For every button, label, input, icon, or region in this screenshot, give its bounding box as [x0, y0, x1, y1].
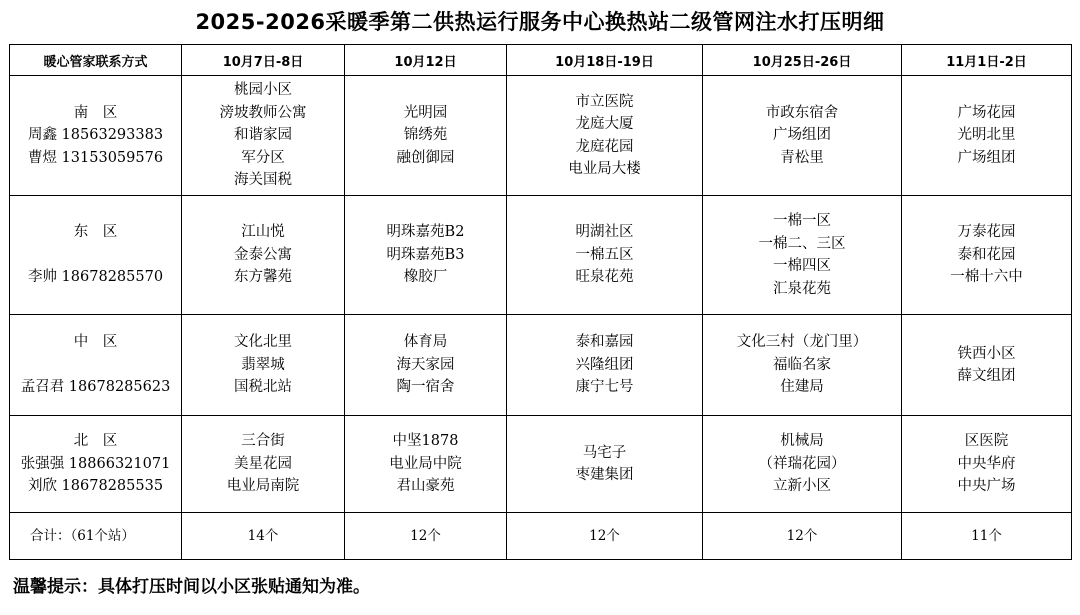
station-name: 一棉四区: [773, 258, 831, 274]
station-name: 区医院: [964, 433, 1009, 450]
page-title: 2025-2026采暖季第二供热运行服务中心换热站二级管网注水打压明细: [195, 10, 885, 34]
station-cell: [703, 76, 902, 196]
total-count: 12个: [507, 513, 703, 560]
station-name: 中央广场: [957, 478, 1016, 495]
station-name: 广场组团: [957, 149, 1016, 166]
table-row: [10, 416, 1072, 513]
total-count: 14个: [182, 513, 345, 560]
station-cell: [182, 196, 345, 315]
station-name: 融创御园: [396, 149, 455, 166]
station-name: 康宁七号: [575, 379, 634, 396]
station-name: 电业局大楼: [568, 161, 641, 177]
contact: 孟召君 18678285623: [20, 379, 171, 396]
station-name: 海关国税: [234, 172, 292, 189]
station-name: 光明园: [403, 104, 448, 121]
station-name: 电业局中院: [389, 455, 462, 472]
station-name: 橡胶厂: [403, 269, 448, 286]
spacer: [10, 244, 181, 267]
station-cell: [902, 76, 1072, 196]
reminder-note: 温馨提示：具体打压时间以小区张贴通知为准。: [13, 577, 370, 597]
station-cell: [902, 315, 1072, 416]
station-name: 住建局: [780, 379, 824, 396]
station-name: 兴隆组团: [575, 356, 634, 373]
station-name: 机械局: [780, 433, 824, 450]
station-cell: [507, 315, 703, 416]
station-cell: [182, 416, 345, 513]
station-cell: [703, 416, 902, 513]
station-name: 龙庭花园: [575, 138, 634, 155]
header-date-1: 10月7日-8日: [182, 45, 345, 76]
station-name: 锦绣苑: [403, 127, 448, 144]
station-name: 文化三村（龙门里）: [736, 334, 868, 351]
header-contact: 暖心管家联系方式: [10, 45, 182, 76]
station-cell: [345, 196, 507, 315]
table-header-row: [10, 45, 1072, 76]
zone-name: 东 区: [73, 224, 118, 241]
station-name: 金泰公寓: [234, 246, 292, 263]
station-name: 美星花园: [234, 455, 292, 472]
table-row: [10, 196, 1072, 315]
station-cell: [507, 76, 703, 196]
station-cell: [182, 315, 345, 416]
station-name: 东方馨苑: [234, 269, 292, 286]
station-cell: [345, 416, 507, 513]
station-name: 泰和花园: [957, 246, 1016, 263]
total-count: 12个: [703, 513, 902, 560]
station-name: 滂坡教师公寓: [219, 104, 307, 121]
station-name: 和谐家园: [234, 127, 292, 144]
header-date-4: 10月25日-26日: [703, 45, 902, 76]
station-name: 广场花园: [957, 104, 1016, 121]
station-cell: [902, 196, 1072, 315]
station-name: 一棉一区: [773, 213, 831, 229]
station-name: 军分区: [241, 149, 285, 166]
station-name: 薛文组团: [957, 368, 1016, 384]
station-name: 青松里: [780, 149, 824, 166]
station-name: 光明北里: [957, 127, 1016, 144]
station-name: 枣建集团: [575, 467, 634, 483]
table-row: [10, 76, 1072, 196]
station-name: 汇泉花苑: [773, 280, 831, 297]
station-name: 三合街: [241, 433, 285, 450]
header-date-2: 10月12日: [345, 45, 507, 76]
contact: 李帅 18678285570: [27, 269, 164, 286]
station-name: 铁西小区: [957, 345, 1016, 362]
zone-cell: [10, 416, 182, 513]
station-name: 市政东宿舍: [765, 104, 839, 121]
station-name: 中央华府: [957, 455, 1016, 472]
total-count: 11个: [902, 513, 1072, 560]
station-name: 电业局南院: [226, 478, 300, 495]
station-cell: [345, 76, 507, 196]
zone-cell: [10, 76, 182, 196]
station-name: 明湖社区: [575, 224, 634, 241]
station-name: 翡翠城: [241, 356, 285, 373]
contact: 张强强 18866321071: [20, 455, 171, 472]
zone-cell: [10, 196, 182, 315]
station-name: 一棉二、三区: [758, 235, 846, 252]
station-name: 文化北里: [234, 334, 292, 351]
zone-name: 中 区: [73, 334, 118, 351]
header-date-5: 11月1日-2日: [902, 45, 1072, 76]
station-name: 万泰花园: [957, 224, 1016, 241]
station-name: 体育局: [403, 334, 448, 351]
station-name: 国税北站: [234, 379, 292, 396]
station-name: 马宅子: [582, 444, 627, 461]
station-name: 中坚1878: [392, 433, 459, 450]
contact: 周鑫 18563293383: [27, 127, 164, 144]
station-name: 旺泉花苑: [575, 269, 634, 286]
station-name: （祥瑞花园）: [758, 455, 846, 472]
station-name: 一棉十六中: [950, 269, 1023, 286]
station-cell: [902, 416, 1072, 513]
station-name: 立新小区: [773, 478, 831, 495]
station-name: 泰和嘉园: [575, 334, 634, 351]
schedule-table: [9, 44, 1072, 560]
header-date-3: 10月18日-19日: [507, 45, 703, 76]
station-cell: [182, 76, 345, 196]
station-name: 海天家园: [396, 356, 455, 373]
spacer: [10, 354, 181, 377]
total-count: 12个: [345, 513, 507, 560]
station-cell: [703, 315, 902, 416]
station-name: 桃园小区: [234, 82, 292, 99]
station-cell: [703, 196, 902, 315]
station-name: 江山悦: [241, 224, 285, 241]
totals-row: [10, 513, 1072, 560]
contact: 曹煜 13153059576: [27, 149, 164, 166]
zone-cell: [10, 315, 182, 416]
station-name: 福临名家: [773, 356, 831, 373]
station-cell: [507, 416, 703, 513]
station-name: 明珠嘉苑B3: [386, 246, 465, 263]
station-cell: [507, 196, 703, 315]
station-name: 一棉五区: [575, 246, 634, 263]
totals-label: 合计：（61个站）: [10, 513, 182, 560]
contact: 刘欣 18678285535: [27, 478, 164, 495]
station-name: 陶一宿舍: [396, 379, 455, 396]
zone-name: 南 区: [73, 104, 118, 121]
station-cell: [345, 315, 507, 416]
station-name: 君山豪苑: [396, 478, 455, 495]
station-name: 市立医院: [575, 93, 634, 110]
table-row: [10, 315, 1072, 416]
station-name: 广场组团: [773, 127, 831, 144]
station-name: 龙庭大厦: [575, 116, 634, 132]
zone-name: 北 区: [73, 433, 118, 450]
station-name: 明珠嘉苑B2: [386, 224, 465, 241]
